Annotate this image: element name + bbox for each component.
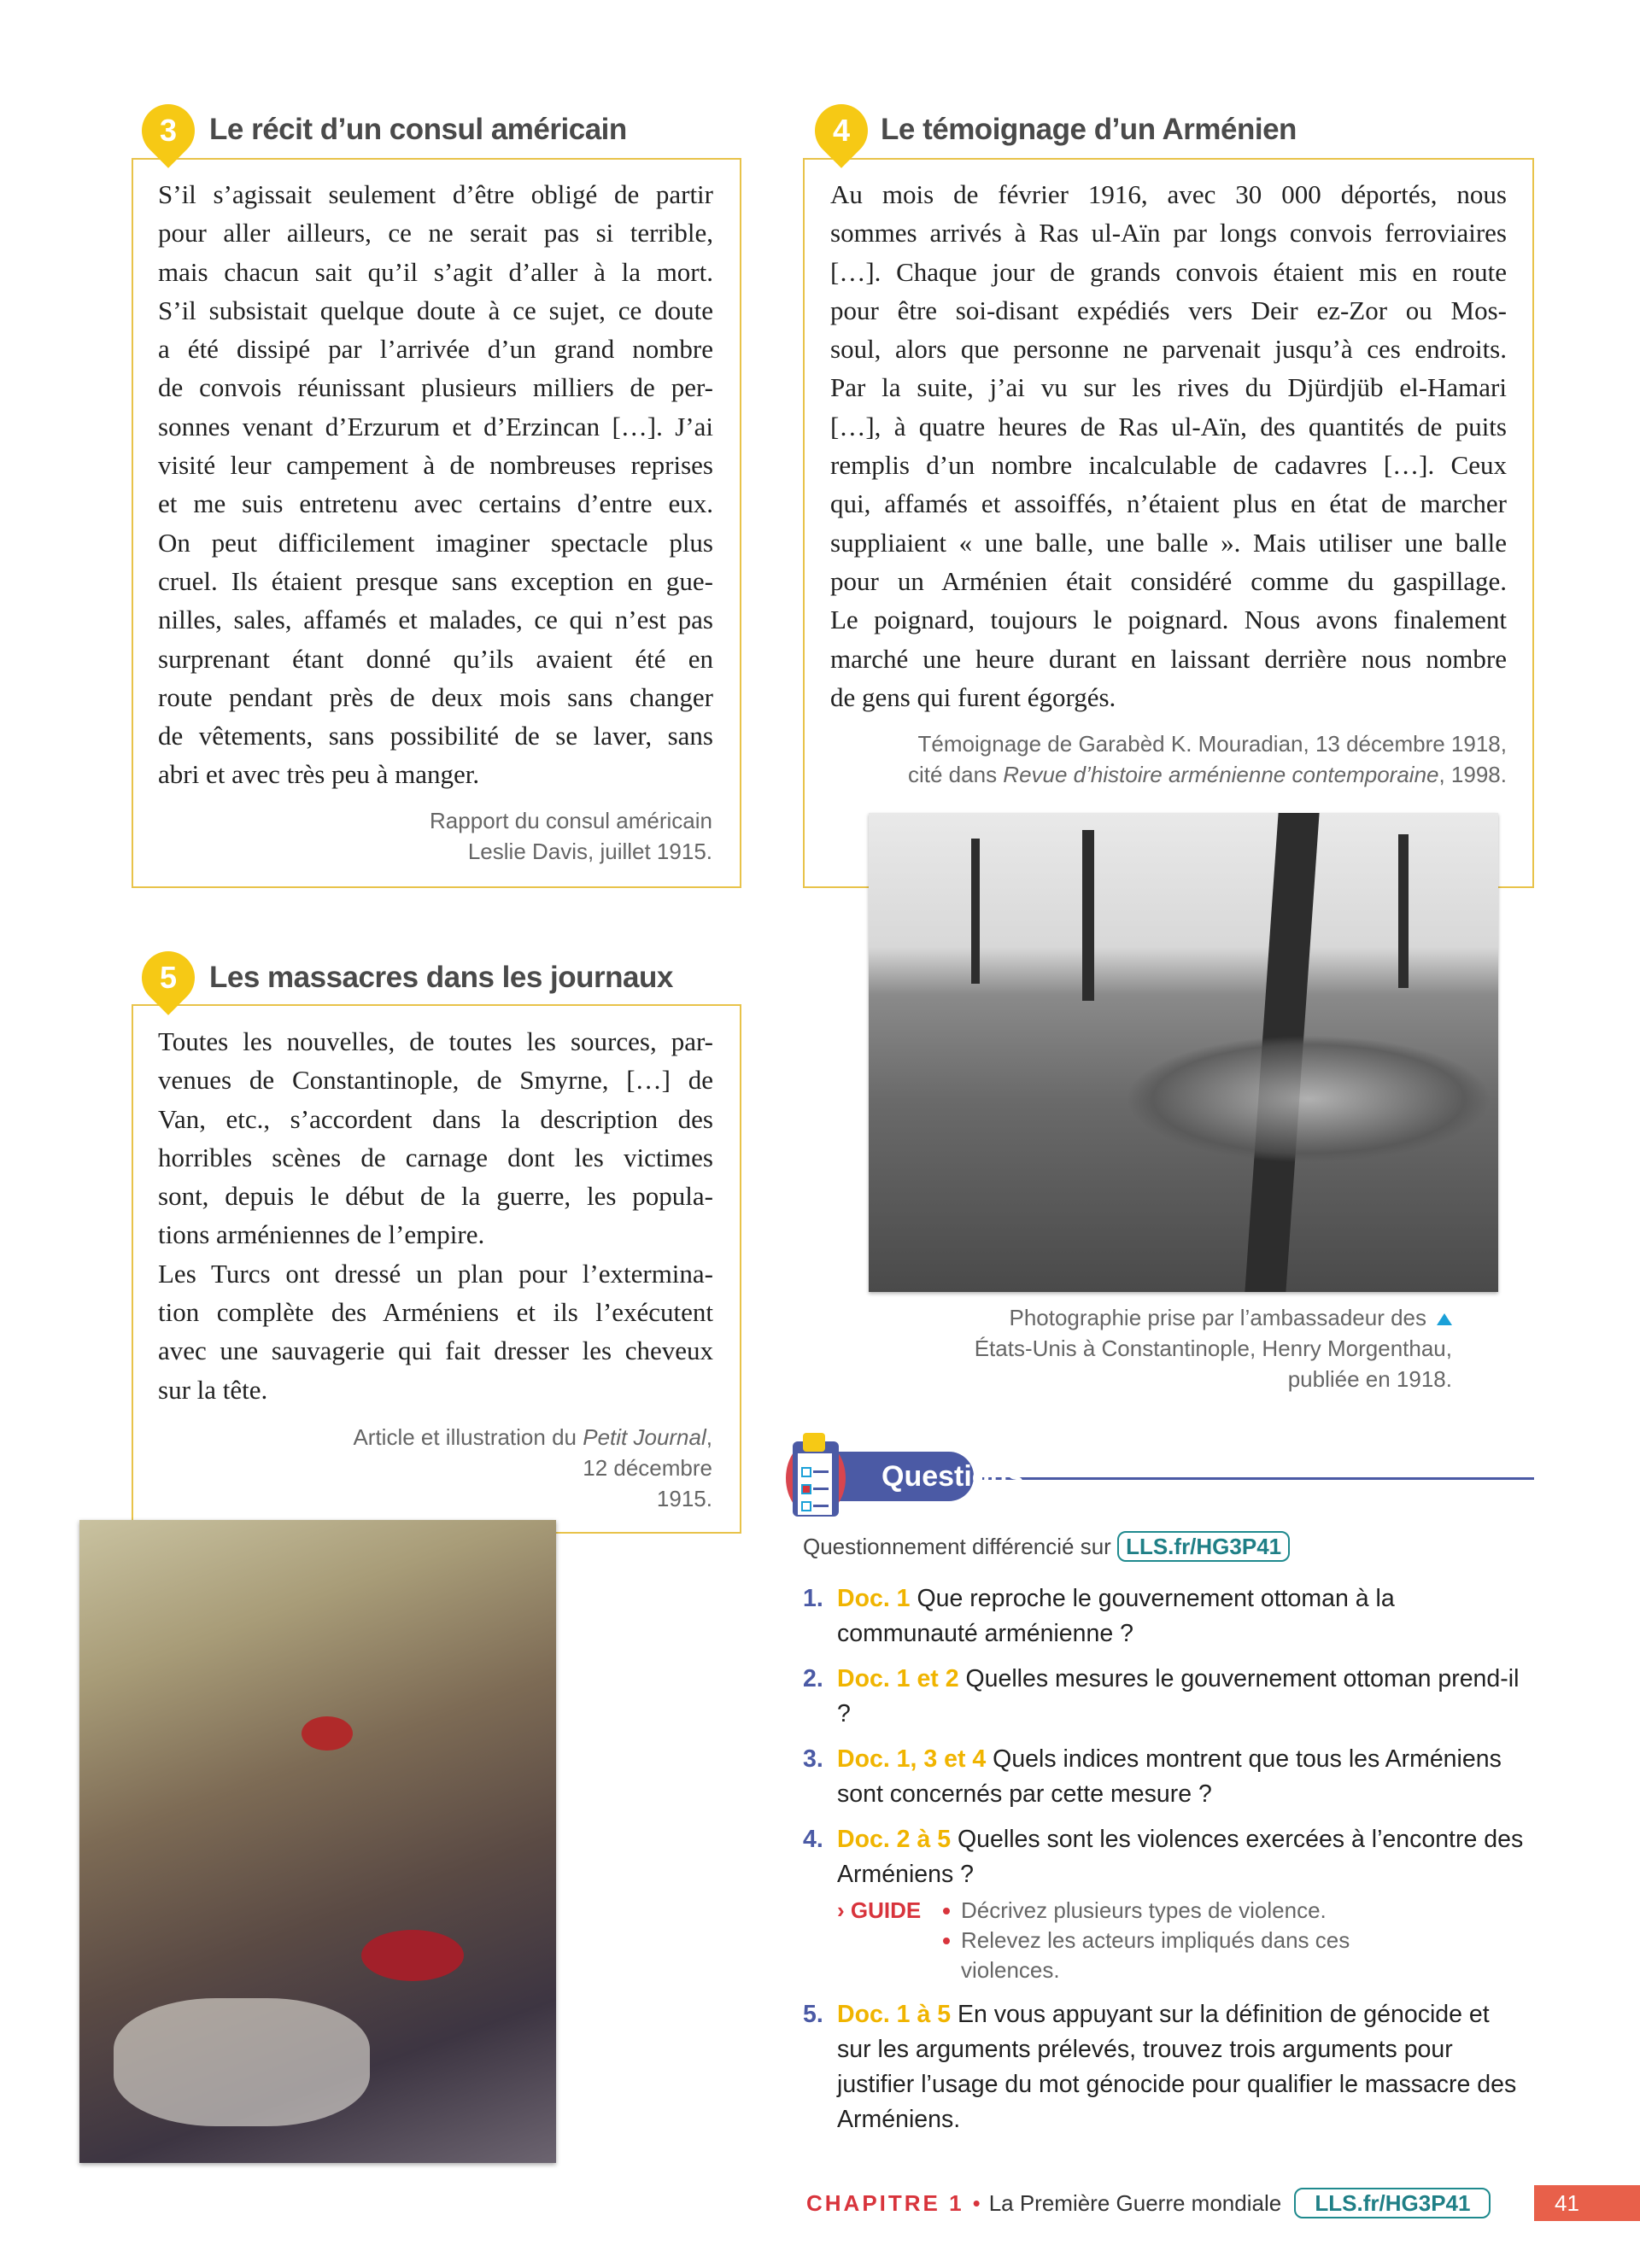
questions-list: [803, 1581, 1529, 2148]
question-1: 1. Doc. 1 Que reproche le gouvernement ottoman à la communauté arménienne ?: [803, 1585, 1395, 1647]
questions-intro: Questionnement différencié sur LLS.fr/HG3P41: [803, 1531, 1290, 1562]
doc3-number-badge: 3: [131, 93, 206, 168]
petit-journal-illustration: [79, 1520, 556, 2163]
clipboard-checklist-icon: [786, 1433, 871, 1518]
text-line: Au mois de février 1916, avec 30 000 déportés, nous: [830, 179, 1507, 209]
chapter-label: CHAPITRE 1: [806, 2190, 964, 2216]
doc3-title: Le récit d’un consul américain: [209, 113, 627, 146]
text-line: et me suis entretenu avec certains d’entre eux.: [158, 488, 713, 519]
guide-item: Relevez les acteurs impliqués dans ces violences.: [940, 1926, 1418, 1985]
text-line: pour un Arménien était considéré comme du gaspillage.: [830, 565, 1507, 596]
question-3: 3. Doc. 1, 3 et 4 Quels indices montrent que tous les Arméniens sont concernés par cette mesure ?: [803, 1745, 1502, 1808]
footer-link[interactable]: LLS.fr/HG3P41: [1294, 2188, 1491, 2218]
doc5-text: [158, 1022, 713, 1409]
text-line: tion complète des Arméniens et ils l’exécutent: [158, 1297, 713, 1328]
text-line: de vêtements, sans possibilité de se laver, sans: [158, 721, 713, 751]
text-line: de gens qui furent égorgés.: [830, 681, 1116, 712]
text-line: S’il subsistait quelque doute à ce sujet, ce doute: [158, 295, 713, 325]
text-line: surprenant étant donné qu’ils avaient été en: [158, 643, 713, 674]
text-line: S’il s’agissait seulement d’être obligé de partir: [158, 179, 713, 209]
guide-label: › GUIDE: [837, 1897, 922, 1923]
deportation-photo: [869, 813, 1498, 1292]
text-line: On peut difficilement imaginer spectacle plus: [158, 527, 713, 558]
doc4-number-badge: 4: [804, 93, 879, 168]
text-line: remplis d’un nombre incalculable de cadavres […]. Ceux: [830, 450, 1507, 481]
text-line: […], à quatre heures de Ras ul-Aïn, des quantités de puits: [830, 411, 1507, 441]
doc4-text: [830, 175, 1507, 716]
text-line: a été dissipé par l’arrivée d’un grand nombre: [158, 334, 713, 365]
question-5: 5. Doc. 1 à 5 En vous appuyant sur la définition de génocide et sur les arguments prélevés, trouvez trois arguments pour justifier l’usage du mot génocide pour qualifier le massacre des Arméniens.: [803, 2001, 1517, 2133]
question-4: 4. Doc. 2 à 5 Quelles sont les violences exercées à l’encontre des Arméniens ?: [803, 1826, 1524, 1888]
text-line: tions arméniennes de l’empire.: [158, 1219, 485, 1250]
footer: CHAPITRE 1 • La Première Guerre mondiale LLS.fr/HG3P41: [806, 2187, 1491, 2219]
text-line: pour aller ailleurs, ce ne serait pas si terrible,: [158, 218, 713, 248]
guide-item: Décrivez plusieurs types de violence.: [940, 1896, 1418, 1926]
text-line: avec une sauvagerie qui fait dresser les cheveux: [158, 1336, 713, 1366]
text-line: Toutes les nouvelles, de toutes les sources, par-: [158, 1026, 713, 1056]
text-line: abri et avec très peu à manger.: [158, 759, 480, 790]
text-line: Le poignard, toujours le poignard. Nous avons finalement: [830, 605, 1507, 635]
page-number: 41: [1534, 2185, 1640, 2221]
text-line: marché une heure durant en laissant derrière nous nombre: [830, 643, 1507, 674]
text-line: sommes arrivés à Ras ul-Aïn par longs convois ferroviaires: [830, 218, 1507, 248]
text-line: visité leur campement à de nombreuses reprises: [158, 450, 713, 481]
questions-title: Questions: [882, 1460, 1024, 1493]
chapter-title: La Première Guerre mondiale: [988, 2190, 1282, 2216]
text-line: suppliaient « une balle, une balle ». Mais utiliser une balle: [830, 527, 1507, 558]
doc5-title: Les massacres dans les journaux: [209, 961, 673, 994]
doc5-source: Article et illustration du Petit Journal, 12 décembre 1915.: [353, 1424, 712, 1511]
text-line: pour être soi-disant expédiés vers Deir ez-Zor ou Mos-: [830, 295, 1507, 325]
text-line: cruel. Ils étaient presque sans exception en gue-: [158, 565, 713, 596]
text-line: sont, depuis le début de la guerre, les popula-: [158, 1181, 713, 1212]
text-line: venues de Constantinople, de Smyrne, […] de: [158, 1065, 713, 1096]
text-line: mais chacun sait qu’il s’agit d’aller à la mort.: [158, 256, 713, 287]
text-line: sur la tête.: [158, 1374, 268, 1405]
text-line: nilles, sales, affamés et malades, ce qui n’est pas: [158, 605, 713, 635]
guide: [837, 1896, 1529, 1985]
text-line: […]. Chaque jour de grands convois étaient mis en route: [830, 256, 1507, 287]
question-2: 2. Doc. 1 et 2 Quelles mesures le gouvernement ottoman prend-il ?: [803, 1665, 1520, 1727]
doc3-source: Rapport du consul américain Leslie Davis, juillet 1915.: [430, 808, 712, 864]
triangle-up-icon: [1437, 1313, 1452, 1325]
doc3-text: [158, 175, 713, 794]
text-line: sonnes venant d’Erzurum et d’Erzincan […]. J’ai: [158, 411, 713, 441]
text-line: soul, alors que personne ne parvenait jusqu’à ces endroits.: [830, 334, 1507, 365]
text-line: horribles scènes de carnage dont les victimes: [158, 1142, 713, 1172]
lls-link[interactable]: LLS.fr/HG3P41: [1117, 1531, 1290, 1562]
text-line: Les Turcs ont dressé un plan pour l’extermina-: [158, 1258, 713, 1289]
doc4-source: Témoignage de Garabèd K. Mouradian, 13 décembre 1918, cité dans Revue d’histoire arménienne contemporaine, 1998.: [908, 731, 1507, 787]
photo-caption: Photographie prise par l’ambassadeur des États-Unis à Constantinople, Henry Morgenthau, publiée en 1918.: [974, 1305, 1452, 1392]
text-line: qui, affamés et assoiffés, n’étaient plus en état de marcher: [830, 488, 1507, 519]
doc4-title: Le témoignage d’un Arménien: [881, 113, 1297, 146]
text-line: de convois réunissant plusieurs milliers de per-: [158, 372, 713, 403]
text-line: route pendant près de deux mois sans changer: [158, 681, 713, 712]
questions-header: [786, 1424, 1534, 1518]
text-line: Par la suite, j’ai vu sur les rives du Djürdjüb el-Hamari: [830, 372, 1507, 403]
doc5-number-badge: 5: [131, 940, 206, 1015]
text-line: Van, etc., s’accordent dans la description des: [158, 1103, 713, 1134]
